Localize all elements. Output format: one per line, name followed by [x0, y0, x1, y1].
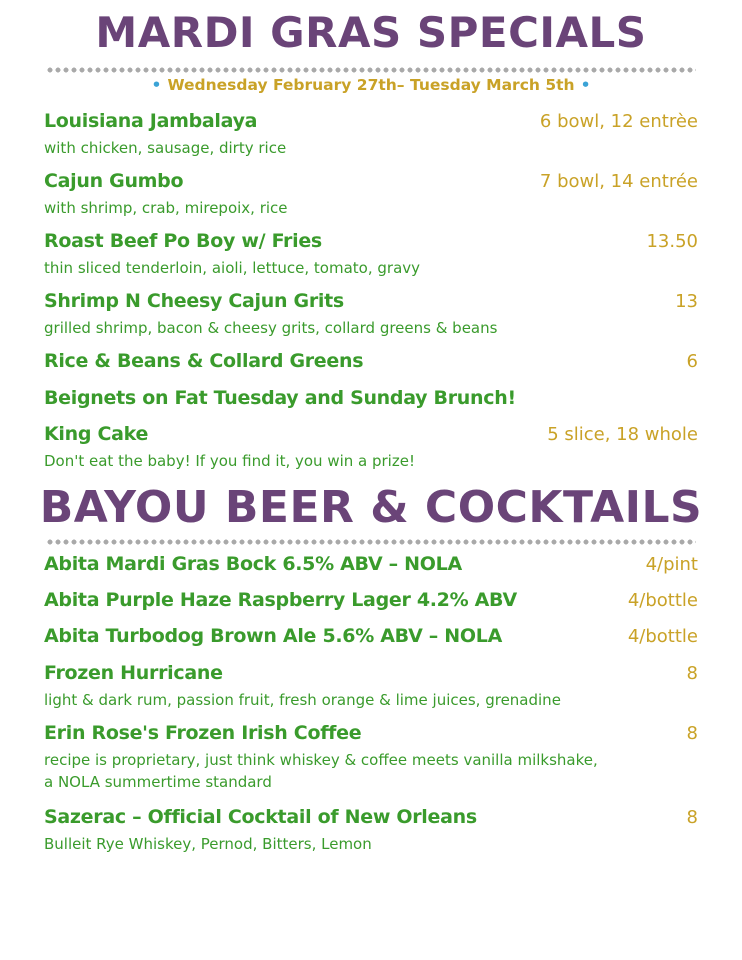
- menu-item: [44, 662, 698, 711]
- item-name: Shrimp N Cheesy Cajun Grits: [44, 290, 344, 312]
- menu-item: [44, 553, 698, 579]
- item-description: Bulleit Rye Whiskey, Pernod, Bitters, Lemon: [44, 835, 372, 853]
- menu-item: [44, 350, 698, 376]
- menu-item: [44, 290, 698, 339]
- drinks-title: BAYOU BEER & COCKTAILS: [39, 482, 703, 533]
- item-name: Sazerac – Official Cocktail of New Orleans: [44, 806, 477, 828]
- menu-item: [44, 806, 698, 855]
- item-name: Frozen Hurricane: [44, 662, 223, 684]
- date-range: [0, 76, 742, 94]
- item-name: Roast Beef Po Boy w/ Fries: [44, 230, 322, 252]
- menu-item: [44, 170, 698, 219]
- menu-item: [44, 625, 698, 651]
- item-description: with shrimp, crab, mirepoix, rice: [44, 199, 288, 217]
- item-description: recipe is proprietary, just think whiskey & coffee meets vanilla milkshake, a NOLA summertime standard: [44, 751, 598, 791]
- bullet-icon: •: [580, 76, 591, 94]
- item-description: light & dark rum, passion fruit, fresh orange & lime juices, grenadine: [44, 691, 561, 709]
- menu-item: [44, 589, 698, 615]
- item-price: 7 bowl, 14 entrée: [539, 171, 698, 192]
- item-name: King Cake: [44, 423, 149, 445]
- menu-item: [44, 387, 698, 413]
- item-price: 4/bottle: [627, 590, 698, 611]
- item-description: grilled shrimp, bacon & cheesy grits, collard greens & beans: [44, 319, 498, 337]
- bullet-icon: •: [151, 76, 162, 94]
- item-name: Erin Rose's Frozen Irish Coffee: [44, 722, 362, 744]
- item-name: Abita Mardi Gras Bock 6.5% ABV – NOLA: [44, 553, 462, 575]
- item-name: Abita Purple Haze Raspberry Lager 4.2% ABV: [44, 589, 517, 611]
- item-price: 6: [686, 351, 698, 372]
- item-price: 13.50: [646, 231, 698, 252]
- item-name: Abita Turbodog Brown Ale 5.6% ABV – NOLA: [44, 625, 502, 647]
- item-price: 13: [675, 291, 698, 312]
- item-name: Beignets on Fat Tuesday and Sunday Brunch!: [44, 387, 516, 409]
- item-description: with chicken, sausage, dirty rice: [44, 139, 287, 157]
- item-price: 4/bottle: [627, 626, 698, 647]
- item-name: Louisiana Jambalaya: [44, 110, 258, 132]
- item-name: Cajun Gumbo: [44, 170, 184, 192]
- item-name: Rice & Beans & Collard Greens: [44, 350, 364, 372]
- menu-item: [44, 110, 698, 159]
- item-price: 8: [686, 807, 698, 828]
- item-price: 6 bowl, 12 entrèe: [539, 111, 698, 132]
- item-price: 5 slice, 18 whole: [547, 424, 698, 445]
- item-price: 8: [686, 723, 698, 744]
- date-range-text: Wednesday February 27th– Tuesday March 5th: [167, 76, 575, 94]
- dotted-divider: [46, 539, 696, 545]
- item-price: 4/pint: [645, 554, 698, 575]
- menu-item: [44, 722, 698, 793]
- menu-item: [44, 423, 698, 472]
- item-description: thin sliced tenderloin, aioli, lettuce, tomato, gravy: [44, 259, 421, 277]
- dotted-divider: [46, 67, 696, 73]
- item-description: Don't eat the baby! If you find it, you win a prize!: [44, 452, 415, 470]
- menu-item: [44, 230, 698, 279]
- item-price: 8: [686, 663, 698, 684]
- specials-title: MARDI GRAS SPECIALS: [95, 8, 647, 57]
